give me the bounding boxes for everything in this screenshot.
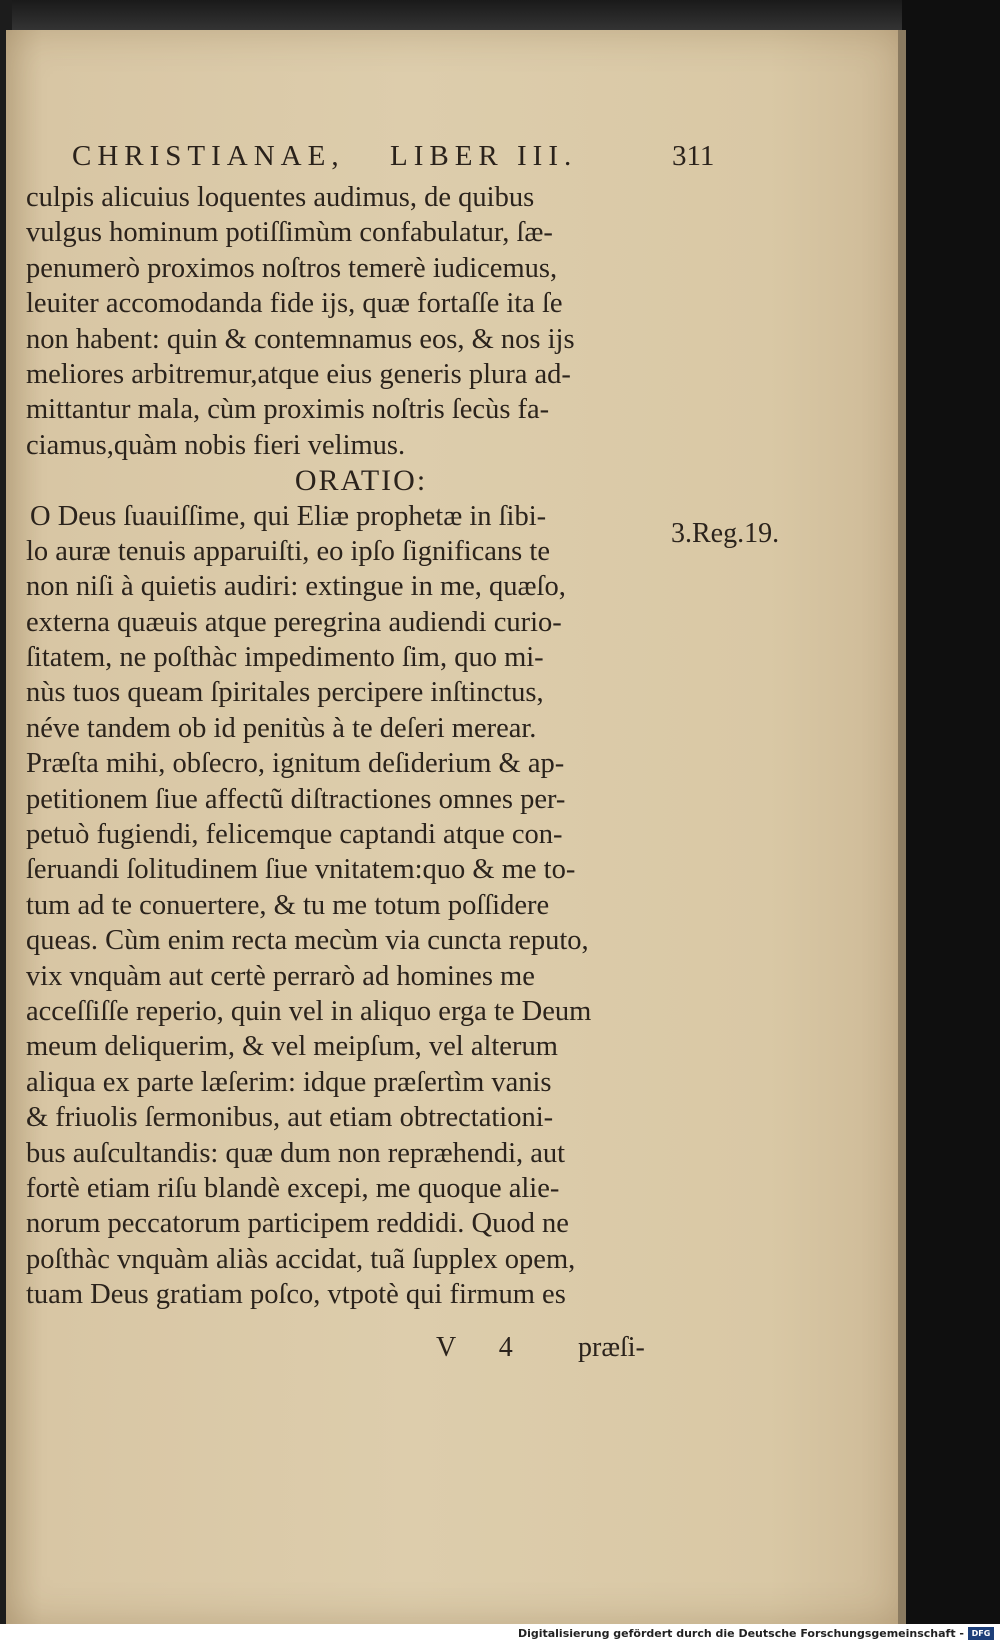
text-line: leuiter accomodanda fide ijs, quæ fortaſſe ita ſe <box>26 288 563 320</box>
text-line: penumerò proximos noſtros temerè iudicemus, <box>26 252 558 284</box>
text-line: meliores arbitremur,atque eius generis plura ad- <box>26 358 571 390</box>
oratio-heading: ORATIO: <box>294 464 428 498</box>
text-line: non niſi à quietis audiri: extingue in me, quæſo, <box>26 571 566 603</box>
text-line: petitionem ſiue affectũ diſtractiones omnes per- <box>26 783 566 815</box>
text-line: vulgus hominum potiſſimùm confabulatur, ſæ- <box>26 217 553 249</box>
text-line: meum deliquerim, & vel meipſum, vel alterum <box>26 1031 558 1063</box>
scan-background-right <box>902 0 1000 1624</box>
body-text <box>26 180 666 1313</box>
text-line: nùs tuos queam ſpiritales percipere inſtinctus, <box>26 677 544 709</box>
text-line: acceſſiſſe reperio, quin vel in aliquo erga te Deum <box>26 995 592 1027</box>
text-line: ſeruandi ſolitudinem ſiue vnitatem:quo & me to- <box>26 854 576 886</box>
text-line: néve tandem ob id penitùs à te deſeri merear. <box>26 712 537 744</box>
text-line: bus auſcultandis: quæ dum non repræhendi, aut <box>26 1137 566 1169</box>
text-line: tum ad te conuertere, & tu me totum poſſidere <box>26 889 550 921</box>
text-line: petuò fugiendi, felicemque captandi atque con- <box>26 819 563 851</box>
signature-mark: V 4 <box>436 1332 531 1363</box>
credit-text: Digitalisierung gefördert durch die Deutsche Forschungsgemeinschaft - <box>517 1627 964 1640</box>
text-line: norum peccatorum participem reddidi. Quod ne <box>26 1208 569 1240</box>
text-line: queas. Cùm enim recta mecùm via cuncta reputo, <box>26 925 589 957</box>
page-number: 311 <box>672 140 715 172</box>
text-line: lo auræ tenuis apparuiſti, eo ipſo ſignificans te <box>26 535 550 567</box>
dfg-logo[interactable]: DFG <box>968 1627 994 1640</box>
text-line: O Deus ſuauiſſime, qui Eliæ prophetæ in ſibi- <box>30 500 547 532</box>
text-line: culpis alicuius loquentes audimus, de quibus <box>26 182 535 213</box>
text-line: ſitatem, ne poſthàc impedimento ſim, quo mi- <box>26 642 544 674</box>
text-line: ciamus,quàm nobis fieri velimus. <box>26 429 406 461</box>
text-line: fortè etiam riſu blandè excepi, me quoque alie- <box>26 1172 560 1204</box>
page-footer <box>26 1332 666 1368</box>
text-line: non habent: quin & contemnamus eos, & nos ijs <box>26 323 575 355</box>
text-line: aliqua ex parte læſerim: idque præſertìm vanis <box>26 1066 552 1098</box>
page-edge <box>898 30 906 1624</box>
running-header <box>72 140 715 180</box>
margin-note: 3.Reg.19. <box>671 518 780 549</box>
text-line: & friuolis ſermonibus, aut etiam obtrectationi- <box>26 1102 554 1134</box>
catchword: præſi- <box>578 1332 645 1363</box>
header-liber: LIBER III. <box>390 140 578 172</box>
credit-bar <box>0 1624 1000 1644</box>
text-line: vix vnquàm aut certè perrarò ad homines me <box>26 960 535 992</box>
text-line: poſthàc vnquàm aliàs accidat, tuã ſupplex opem, <box>26 1243 576 1275</box>
text-line: mittantur mala, cùm proximis noſtris ſecùs fa- <box>26 394 550 426</box>
text-line: externa quæuis atque peregrina audiendi curio- <box>26 606 562 638</box>
text-line: Præſta mihi, obſecro, ignitum deſiderium & ap- <box>26 748 565 780</box>
header-title: CHRISTIANAE, <box>72 140 345 172</box>
text-line: tuam Deus gratiam poſco, vtpotè qui firmum es <box>26 1279 566 1311</box>
